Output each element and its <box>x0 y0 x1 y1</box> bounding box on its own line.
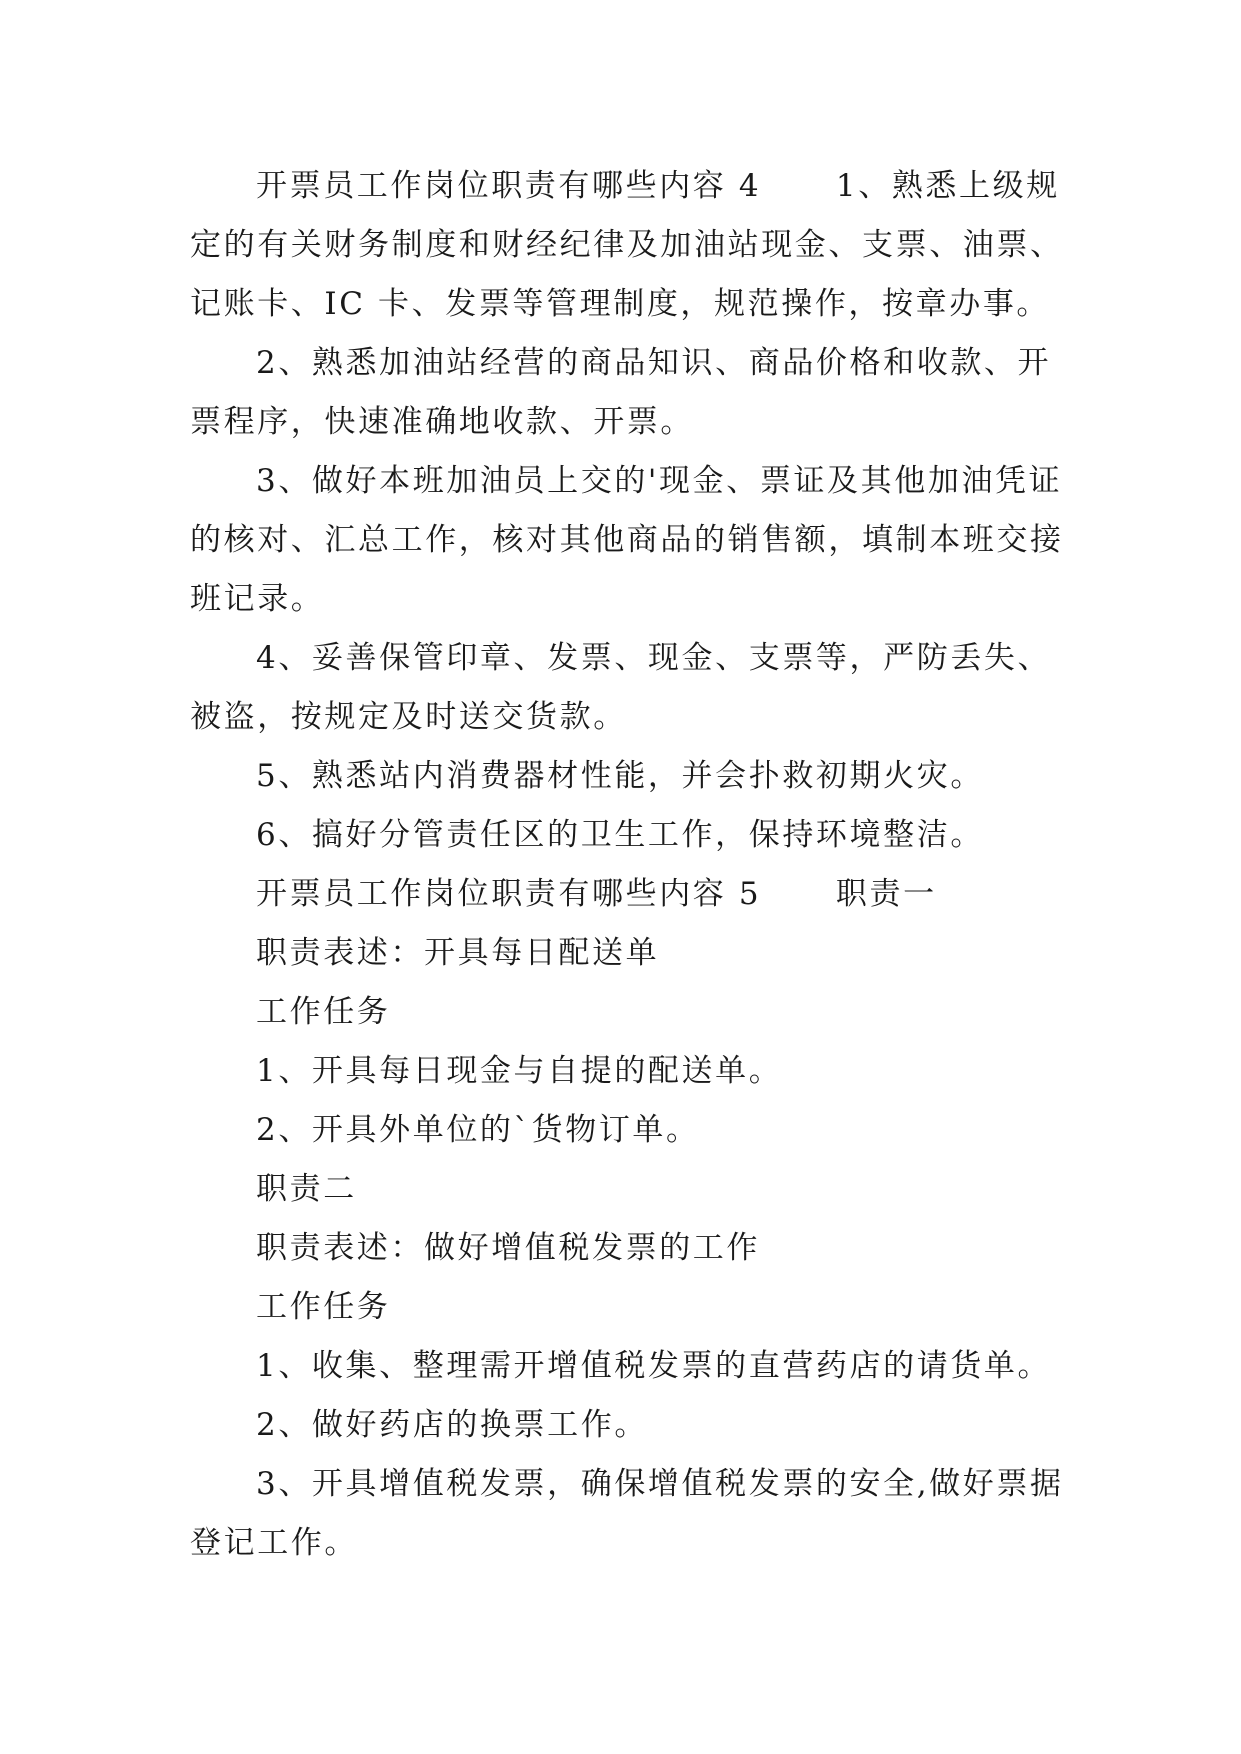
text-line: 3、做好本班加油员上交的'现金、票证及其他加油凭证 <box>256 463 1063 499</box>
text-line: 工作任务 <box>256 1289 391 1325</box>
text-line: 票程序，快速准确地收款、开票。 <box>190 404 694 440</box>
text-line: 登记工作。 <box>190 1525 358 1561</box>
text-line: 2、熟悉加油站经营的商品知识、商品价格和收款、开 <box>256 345 1052 381</box>
text-line: 4、妥善保管印章、发票、现金、支票等，严防丢失、 <box>256 640 1052 676</box>
text-line: 3、开具增值税发票，确保增值税发票的安全,做好票据 <box>256 1466 1064 1502</box>
text-line: 开票员工作岗位职责有哪些内容 4 1、熟悉上级规 <box>256 168 1060 204</box>
text-line: 记账卡、IC 卡、发票等管理制度，规范操作，按章办事。 <box>190 286 1051 322</box>
text-line: 工作任务 <box>256 994 391 1030</box>
text-line: 被盗，按规定及时送交货款。 <box>190 699 627 735</box>
text-line: 班记录。 <box>190 581 325 617</box>
text-line: 6、搞好分管责任区的卫生工作，保持环境整洁。 <box>256 817 984 853</box>
text-line: 5、熟悉站内消费器材性能，并会扑救初期火灾。 <box>256 758 984 794</box>
text-line: 职责表述：开具每日配送单 <box>256 935 660 971</box>
text-line: 定的有关财务制度和财经纪律及加油站现金、支票、油票、 <box>190 227 1064 263</box>
text-line: 1、开具每日现金与自提的配送单。 <box>256 1053 783 1089</box>
text-line: 开票员工作岗位职责有哪些内容 5 职责一 <box>256 876 937 912</box>
text-line: 的核对、汇总工作，核对其他商品的销售额，填制本班交接 <box>190 522 1064 558</box>
text-line: 1、收集、整理需开增值税发票的直营药店的请货单。 <box>256 1348 1052 1384</box>
text-line: 2、开具外单位的`货物订单。 <box>256 1112 700 1148</box>
text-line: 2、做好药店的换票工作。 <box>256 1407 648 1443</box>
text-line: 职责表述：做好增值税发票的工作 <box>256 1230 760 1266</box>
text-line: 职责二 <box>256 1171 357 1207</box>
